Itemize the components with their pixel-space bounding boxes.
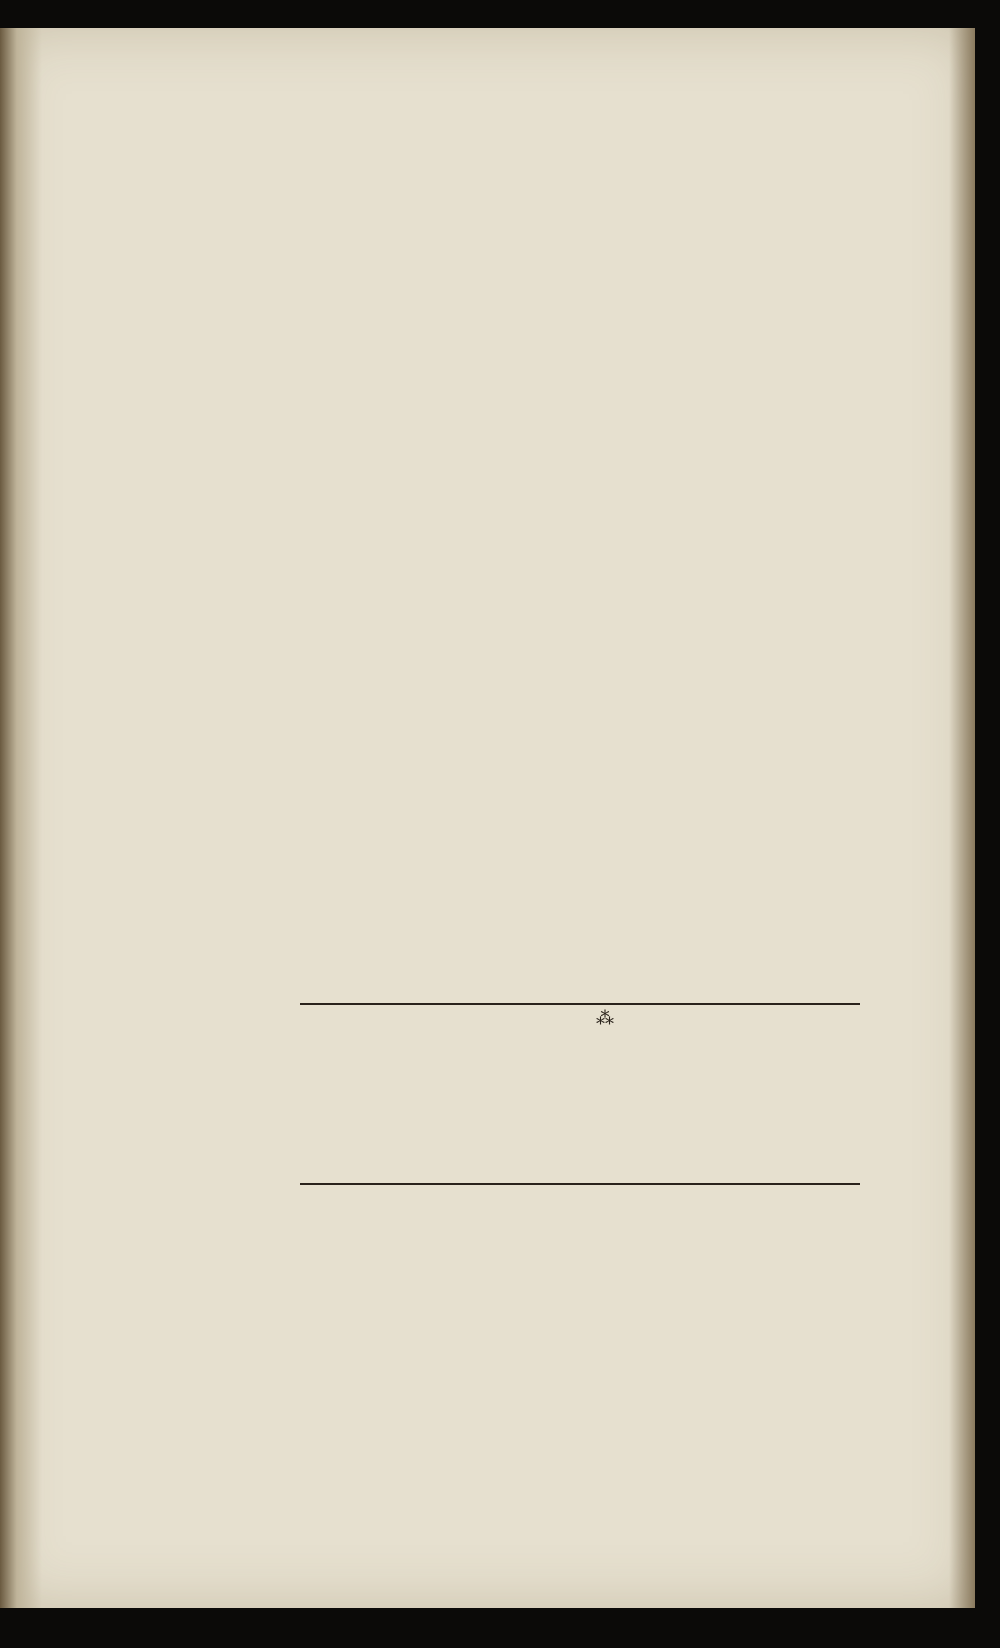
horizontal-rule-lower xyxy=(300,1183,860,1185)
horizontal-rule-upper xyxy=(300,1003,860,1005)
ornament-mark-icon: ⁂ xyxy=(596,1008,614,1029)
